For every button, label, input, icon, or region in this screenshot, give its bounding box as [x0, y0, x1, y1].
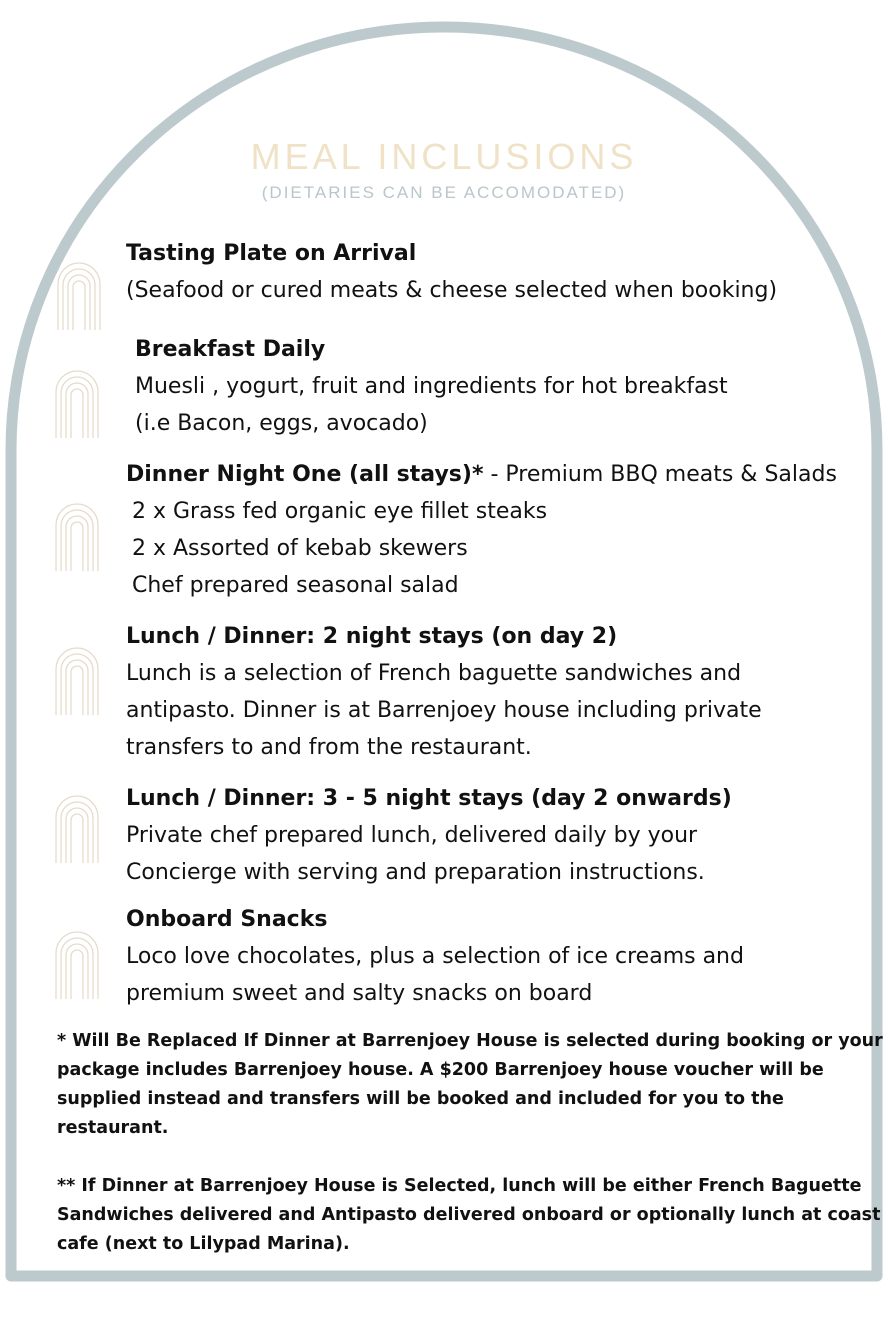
- arch-icon: [54, 931, 100, 999]
- arch-icon: [54, 647, 100, 715]
- section-tasting-plate: [126, 235, 777, 309]
- section-dinner-night-one: [126, 456, 837, 604]
- section-heading: Onboard Snacks: [126, 907, 328, 932]
- section-text: Chef prepared seasonal salad: [132, 573, 459, 598]
- section-heading: Dinner Night One (all stays)*: [126, 462, 484, 487]
- footnote-text: * Will Be Replaced If Dinner at Barrenjoey House is selected during booking or your: [57, 1031, 883, 1051]
- section-lunch-dinner-2-night: [126, 618, 762, 766]
- arch-icon: [54, 370, 100, 438]
- section-text: Muesli , yogurt, fruit and ingredients for hot breakfast: [135, 374, 728, 399]
- section-text: 2 x Assorted of kebab skewers: [132, 536, 468, 561]
- footnote-text: package includes Barrenjoey house. A $200 Barrenjoey house voucher will be: [57, 1060, 824, 1080]
- section-text: premium sweet and salty snacks on board: [126, 981, 593, 1006]
- section-heading-suffix: - Premium BBQ meats & Salads: [483, 462, 837, 487]
- footnote-text: supplied instead and transfers will be booked and included for you to the: [57, 1089, 784, 1109]
- section-heading: Tasting Plate on Arrival: [126, 241, 417, 266]
- footnote-dinner-replacement: [57, 1027, 883, 1143]
- section-text: (Seafood or cured meats & cheese selected when booking): [126, 278, 778, 303]
- arch-icon: [54, 503, 100, 571]
- footnote-text: Sandwiches delivered and Antipasto delivered onboard or optionally lunch at coast: [57, 1205, 881, 1225]
- section-heading-line: [126, 456, 837, 493]
- section-text: Loco love chocolates, plus a selection of ice creams and: [126, 944, 744, 969]
- section-text: Private chef prepared lunch, delivered daily by your: [126, 823, 698, 848]
- section-heading: Lunch / Dinner: 2 night stays (on day 2): [126, 624, 618, 649]
- section-heading: Lunch / Dinner: 3 - 5 night stays (day 2 onwards): [126, 786, 732, 811]
- page-title: MEAL INCLUSIONS: [250, 136, 638, 177]
- page-subtitle: (DIETARIES CAN BE ACCOMODATED): [261, 183, 627, 202]
- footnote-text: restaurant.: [57, 1118, 169, 1138]
- section-heading: Breakfast Daily: [135, 337, 326, 362]
- footnote-lunch-option: [57, 1172, 881, 1259]
- section-text: (i.e Bacon, eggs, avocado): [135, 411, 428, 436]
- section-lunch-dinner-3-5-night: [126, 780, 732, 891]
- section-text: transfers to and from the restaurant.: [126, 735, 532, 760]
- section-text: 2 x Grass fed organic eye fillet steaks: [132, 499, 548, 524]
- section-breakfast: [135, 331, 728, 442]
- arch-icon: [54, 795, 100, 863]
- arch-icon: [56, 262, 102, 330]
- footnote-text: cafe (next to Lilypad Marina).: [57, 1234, 350, 1254]
- section-text: Lunch is a selection of French baguette sandwiches and: [126, 661, 742, 686]
- section-text: antipasto. Dinner is at Barrenjoey house including private: [126, 698, 762, 723]
- section-text: Concierge with serving and preparation instructions.: [126, 860, 705, 885]
- section-onboard-snacks: [126, 901, 744, 1012]
- footnote-text: ** If Dinner at Barrenjoey House is Selected, lunch will be either French Baguette: [57, 1176, 862, 1196]
